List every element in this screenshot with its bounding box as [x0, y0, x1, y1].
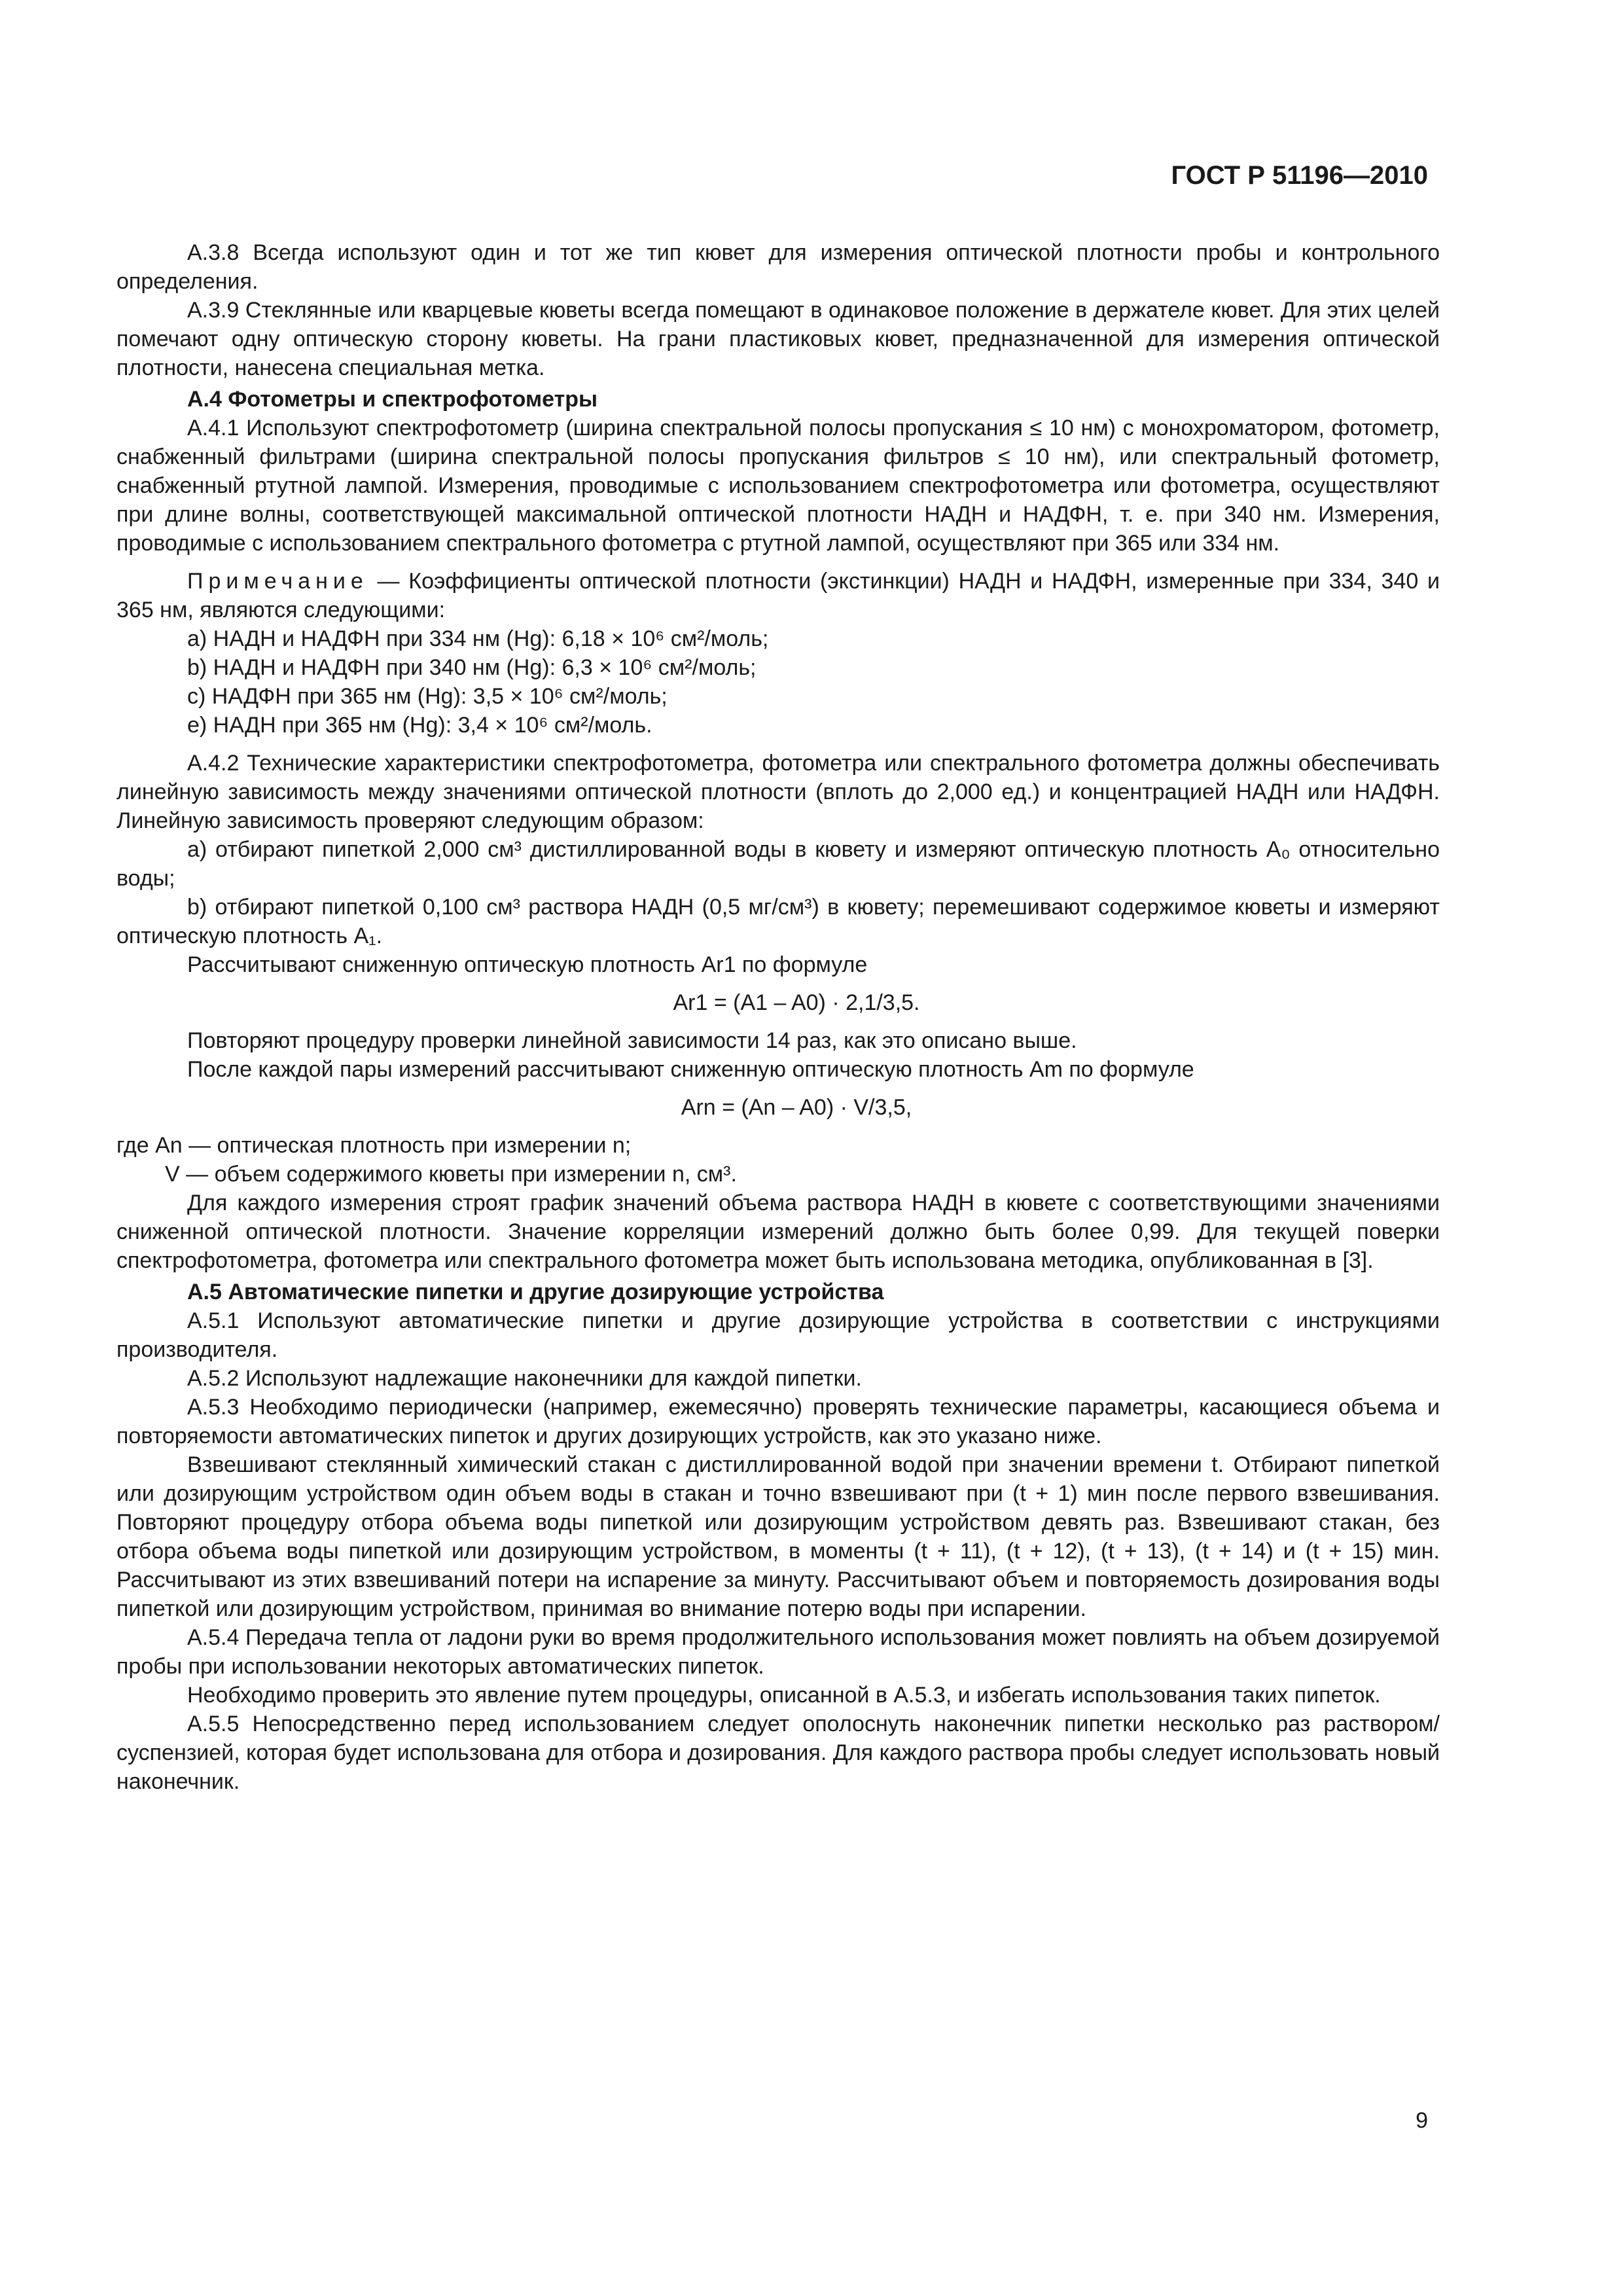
- paragraph-a5-3: А.5.3 Необходимо периодически (например, ежемесячно) проверять технические параметры, касающиеся объема и повторяемости автоматических пипеток и других дозирующих устройств, как это указано ниже.: [116, 1395, 1440, 1448]
- paragraph-a5-4: А.5.4 Передача тепла от ладони руки во время продолжительного использования может повлиять на объем дозируемой пробы при использовании некоторых автоматических пипеток.: [116, 1625, 1440, 1679]
- formula-1: Ar1 = (A1 – A0) · 2,1/3,5.: [673, 990, 920, 1015]
- where-line-1: где An — оптическая плотность при измерении n;: [116, 1133, 632, 1158]
- paragraph-a4-2-a: a) отбирают пипеткой 2,000 см³ дистиллированной воды в кювету и измеряют оптическую плотность A₀ относительно воды;: [116, 837, 1440, 891]
- page-number: 9: [1416, 2108, 1428, 2133]
- paragraph-a5-5: А.5.5 Непосредственно перед использованием следует ополоснуть наконечник пипетки несколько раз раствором/суспензией, которая будет использована для отбора и дозирования. Для каждого раствора пробы следует использовать новый наконечник.: [116, 1712, 1440, 1794]
- standard-header: ГОСТ Р 51196—2010: [1171, 161, 1428, 190]
- where-line-2: V — объем содержимого кюветы при измерении n, см³.: [165, 1162, 737, 1187]
- paragraph-check: Необходимо проверить это явление путем процедуры, описанной в А.5.3, и избегать использования таких пипеток.: [187, 1683, 1381, 1708]
- note-text: — Коэффициенты оптической плотности (экстинкции) НАДН и НАДФН, измеренные при 334, 340 и 365 нм, являются следующими:: [116, 569, 1440, 622]
- note-item-e: e) НАДН при 365 нм (Hg): 3,4 × 10⁶ см²/моль.: [187, 713, 652, 738]
- paragraph-calc-1: Рассчитывают сниженную оптическую плотность Ar1 по формуле: [187, 952, 868, 977]
- paragraph-graph: Для каждого измерения строят график значений объема раствора НАДН в кювете с соответствующими значениями сниженной оптической плотности. Значение корреляции измерений должно быть более 0,99. Для текущей поверки спектрофотометра, фотометра или спектрального фотометра может быть использована методика, опубликованная в [3].: [116, 1191, 1440, 1273]
- note-item-a: a) НАДН и НАДФН при 334 нм (Hg): 6,18 × 10⁶ см²/моль;: [187, 626, 769, 651]
- paragraph-weigh: Взвешивают стеклянный химический стакан с дистиллированной водой при значении времени t. Отбирают пипеткой или дозирующим устройством один объем воды в стакан и точно взвешивают при (t + 1) мин после первого взвешивания. Повторяют процедуру отбора объема воды пипеткой или дозирующим устройством девять раз. Взвешивают стакан, без отбора объема воды пипеткой или дозирующим устройством, в моменты (t + 11), (t + 12), (t + 13), (t + 14) и (t + 15) мин. Рассчитывают из этих взвешиваний потери на испарение за минуту. Рассчитывают объем и повторяемость дозирования воды пипеткой или дозирующим устройством, принимая во внимание потерю воды при испарении.: [116, 1452, 1440, 1621]
- paragraph-a3-8: А.3.8 Всегда используют один и тот же тип кювет для измерения оптической плотности пробы и контрольного определения.: [116, 240, 1440, 294]
- note-item-c: c) НАДФН при 365 нм (Hg): 3,5 × 10⁶ см²/моль;: [187, 684, 668, 709]
- paragraph-a4-2-b: b) отбирают пипеткой 0,100 см³ раствора НАДН (0,5 мг/см³) в кювету; перемешивают содержимое кюветы и измеряют оптическую плотность A₁.: [116, 895, 1440, 948]
- paragraph-a4-2: А.4.2 Технические характеристики спектрофотометра, фотометра или спектрального фотометра должны обеспечивать линейную зависимость между значениями оптической плотности (вплоть до 2,000 ед.) и концентрацией НАДН или НАДФН. Линейную зависимость проверяют следующим образом:: [116, 751, 1440, 833]
- paragraph-a5-2: А.5.2 Используют надлежащие наконечники для каждой пипетки.: [187, 1366, 862, 1391]
- heading-a5: А.5 Автоматические пипетки и другие дозирующие устройства: [187, 1280, 884, 1304]
- note-paragraph: [116, 567, 1440, 624]
- note-item-b: b) НАДН и НАДФН при 340 нм (Hg): 6,3 × 10⁶ см²/моль;: [187, 655, 757, 680]
- paragraph-a4-1: А.4.1 Используют спектрофотометр (ширина спектральной полосы пропускания ≤ 10 нм) с монохроматором, фотометр, снабженный фильтрами (ширина спектральной полосы пропускания фильтров ≤ 10 нм), или спектральный фотометр, снабженный ртутной лампой. Измерения, проводимые с использованием спектрофотометра или фотометра, осуществляют при длине волны, соответствующей максимальной оптической плотности НАДН и НАДФН, т. е. при 340 нм. Измерения, проводимые с использованием спектрального фотометра с ртутной лампой, осуществляют при 365 или 334 нм.: [116, 416, 1440, 556]
- document-body: [116, 238, 1440, 1796]
- paragraph-repeat: Повторяют процедуру проверки линейной зависимости 14 раз, как это описано выше.: [187, 1028, 1077, 1053]
- paragraph-a5-1: А.5.1 Используют автоматические пипетки и другие дозирующие устройства в соответствии с инструкциями производителя.: [116, 1308, 1440, 1362]
- paragraph-calc-2: После каждой пары измерений рассчитывают сниженную оптическую плотность Am по формуле: [187, 1057, 1194, 1082]
- formula-2: Arn = (An – A0) · V/3,5,: [681, 1095, 912, 1120]
- heading-a4: А.4 Фотометры и спектрофотометры: [187, 387, 598, 412]
- note-label: Примечание: [187, 569, 368, 594]
- paragraph-a3-9: А.3.9 Стеклянные или кварцевые кюветы всегда помещают в одинаковое положение в держателе кювет. Для этих целей помечают одну оптическую сторону кюветы. На грани пластиковых кювет, предназначенной для измерения оптической плотности, нанесена специальная метка.: [116, 298, 1440, 380]
